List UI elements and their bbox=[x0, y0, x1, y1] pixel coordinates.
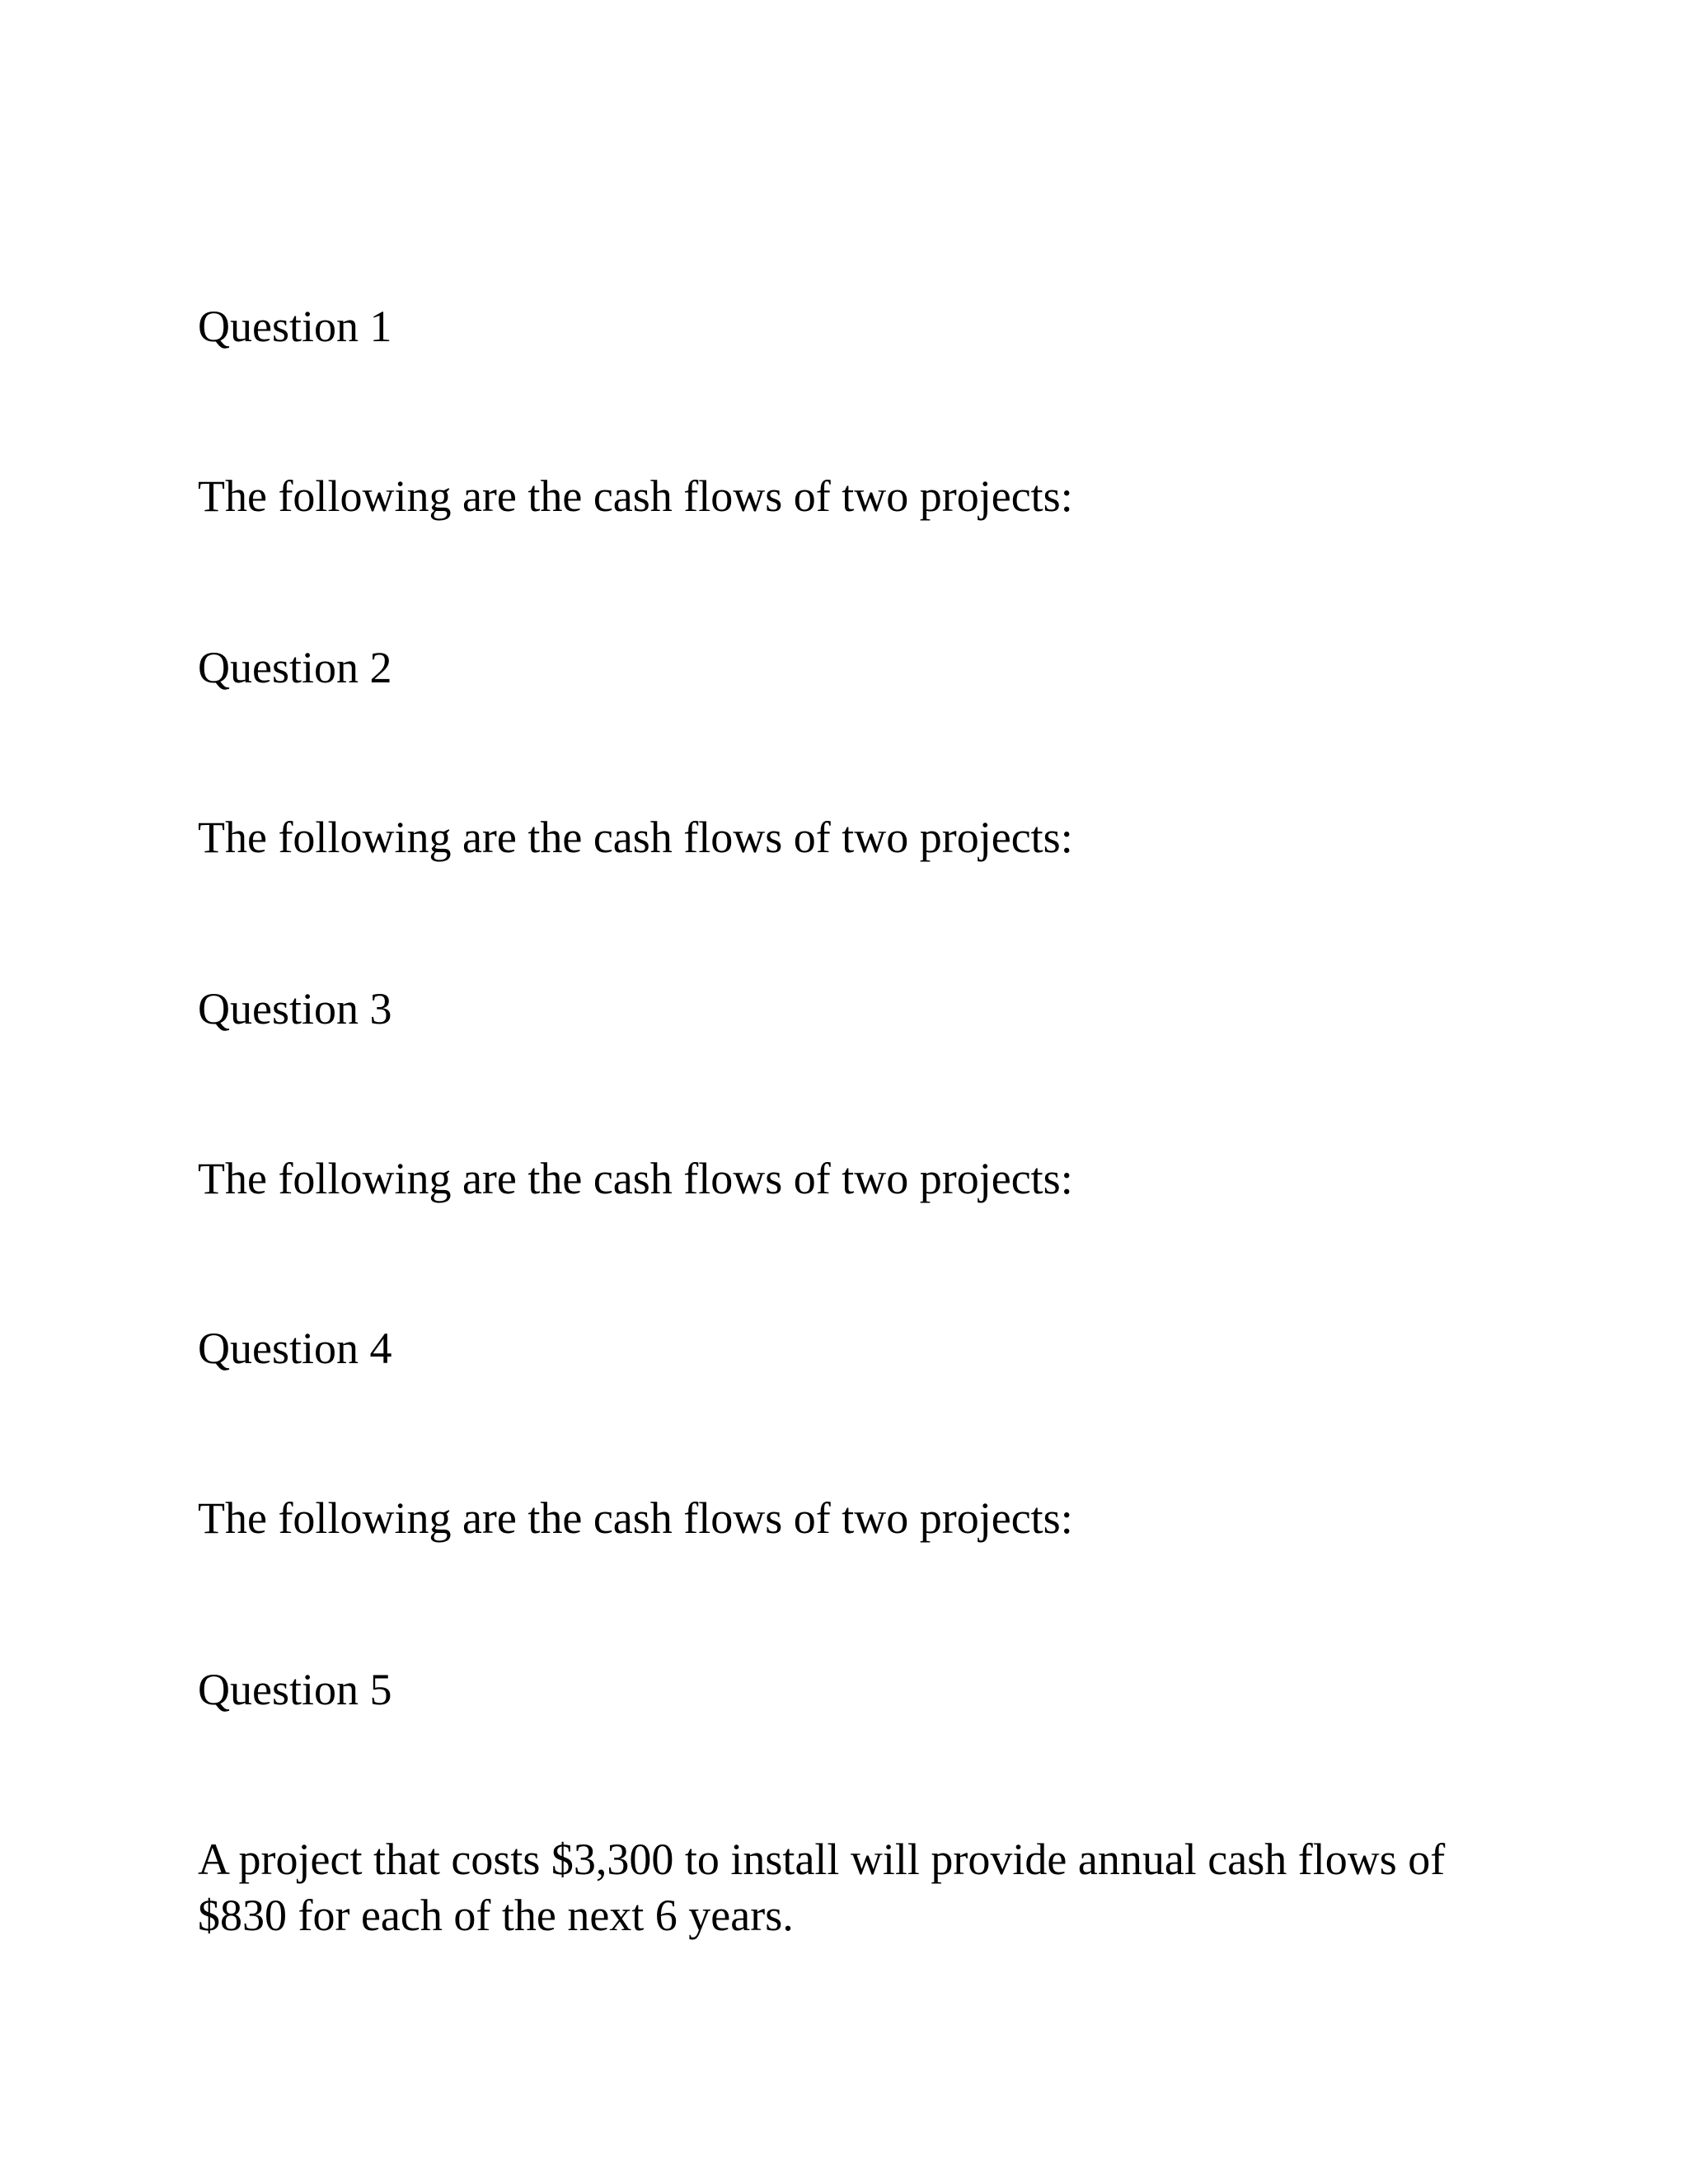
question-1-title: Question 1 bbox=[198, 302, 392, 351]
question-2-title: Question 2 bbox=[198, 643, 392, 692]
question-5-text-line-1: A project that costs $3,300 to install will provide annual cash flows of bbox=[198, 1835, 1446, 1884]
question-4-title: Question 4 bbox=[198, 1324, 392, 1373]
question-4-text: The following are the cash flows of two projects: bbox=[198, 1493, 1073, 1543]
question-1-text: The following are the cash flows of two projects: bbox=[198, 471, 1073, 521]
question-3-title: Question 3 bbox=[198, 984, 392, 1033]
question-3-text: The following are the cash flows of two projects: bbox=[198, 1154, 1073, 1203]
question-2-text: The following are the cash flows of two projects: bbox=[198, 813, 1073, 862]
question-5-title: Question 5 bbox=[198, 1665, 392, 1714]
question-5-text-line-2: $830 for each of the next 6 years. bbox=[198, 1891, 794, 1940]
